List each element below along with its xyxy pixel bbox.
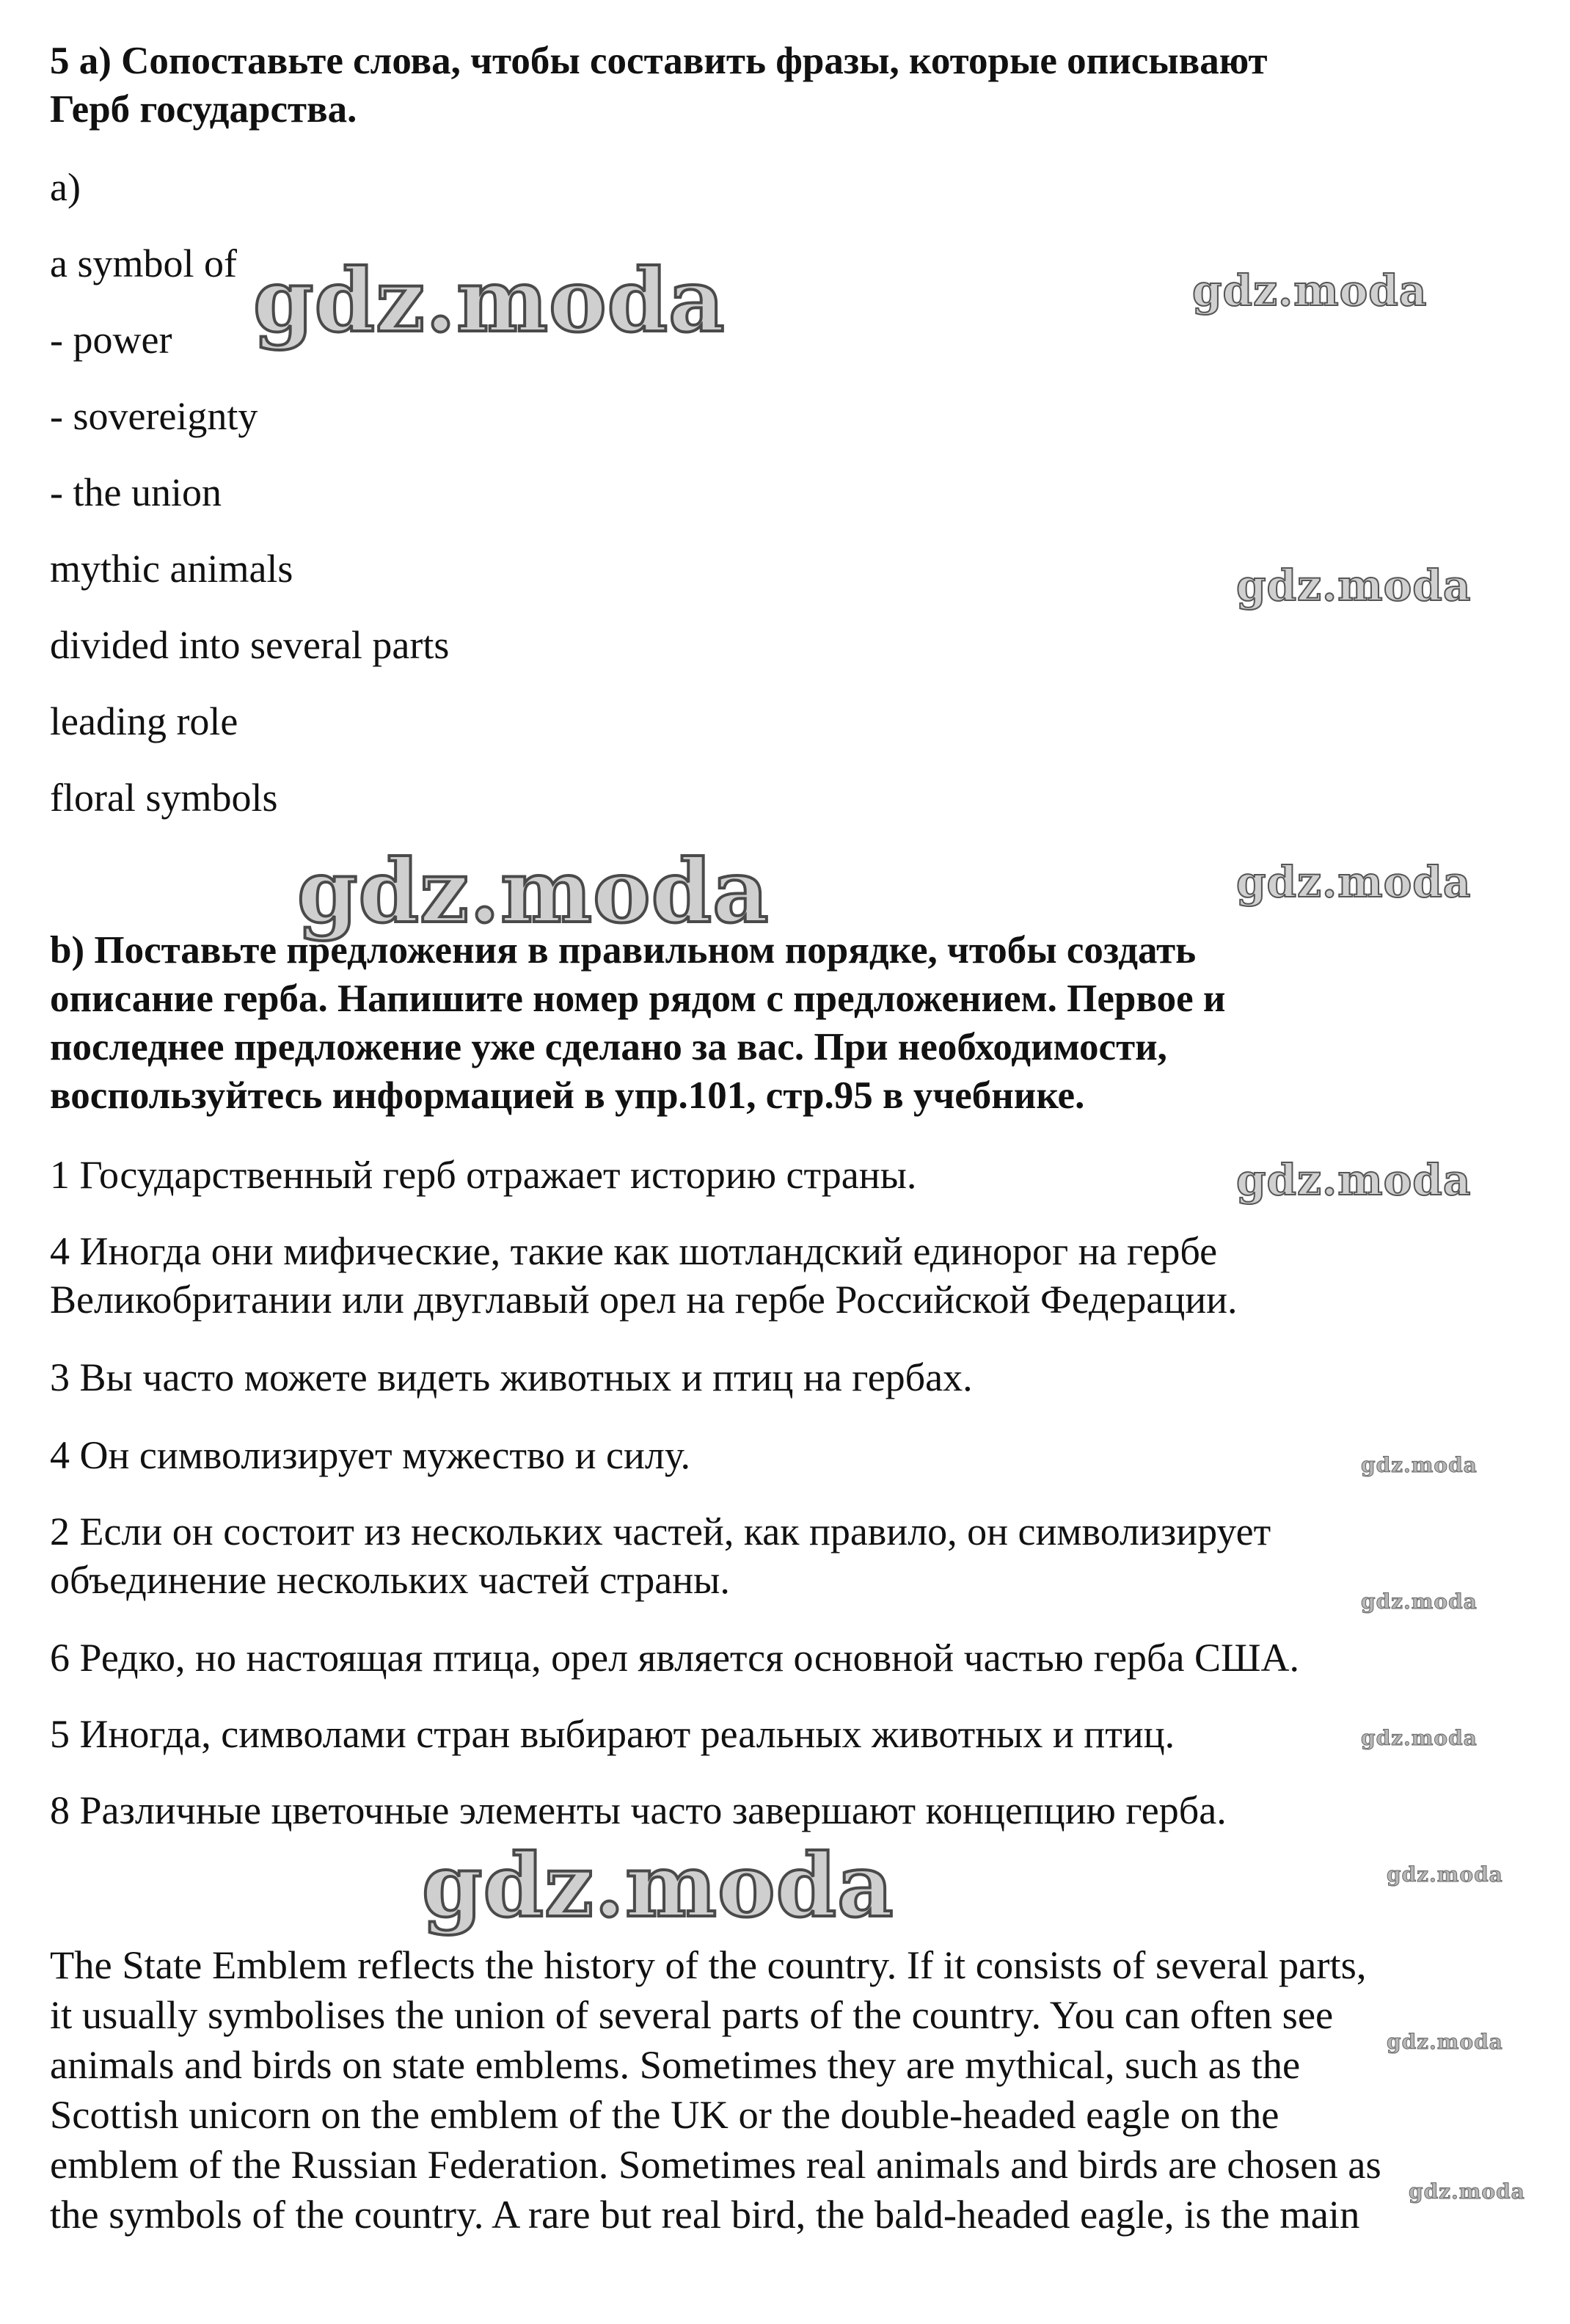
phrase-item: a symbol of xyxy=(50,241,237,285)
sentence-line: 3 Вы часто можете видеть животных и птиц на гербах. xyxy=(50,1355,973,1399)
answer-line: The State Emblem reflects the history of the country. If it consists of several parts, xyxy=(50,1942,1367,1987)
watermark: gdz.moda xyxy=(1387,2030,1503,2054)
task-a-label: a) xyxy=(50,165,81,209)
sentence-item xyxy=(50,1353,973,1402)
task-b-heading-line: b) Поставьте предложения в правильном порядке, чтобы создать xyxy=(50,929,1197,972)
task-b-heading xyxy=(50,926,1225,1120)
answer-line: animals and birds on state emblems. Sometimes they are mythical, such as the xyxy=(50,2042,1301,2087)
phrase-item: mythic animals xyxy=(50,547,293,591)
sentence-item xyxy=(50,1710,1175,1758)
sentence-line: 4 Он символизирует мужество и силу. xyxy=(50,1433,690,1477)
sentence-item xyxy=(50,1507,1271,1604)
sentence-line: 5 Иногда, символами стран выбирают реальных животных и птиц. xyxy=(50,1712,1175,1756)
watermark: gdz.moda xyxy=(297,840,770,942)
watermark: gdz.moda xyxy=(1361,1453,1478,1477)
answer-line: it usually symbolises the union of several parts of the country. You can often see xyxy=(50,1992,1334,2037)
sentence-item xyxy=(50,1633,1299,1682)
sentence-item xyxy=(50,1431,690,1479)
sentence-line: 6 Редко, но настоящая птица, орел является основной частью герба США. xyxy=(50,1636,1299,1680)
phrase-item: divided into several parts xyxy=(50,623,450,667)
answer-paragraph xyxy=(50,1940,1381,2240)
sentence-line: 8 Различные цветочные элементы часто завершают концепцию герба. xyxy=(50,1788,1227,1832)
phrase-item: floral symbols xyxy=(50,776,278,820)
task-a-heading-line: 5 a) Сопоставьте слова, чтобы составить фразы, которые описывают xyxy=(50,40,1268,82)
task-b-heading-line: воспользуйтесь информацией в упр.101, стр.95 в учебнике. xyxy=(50,1074,1085,1117)
sentence-line: 4 Иногда они мифические, такие как шотландский единорог на гербе xyxy=(50,1229,1218,1273)
phrase-item: leading role xyxy=(50,699,238,743)
task-a-heading-line: Герб государства. xyxy=(50,88,357,131)
watermark: gdz.moda xyxy=(1236,1155,1472,1205)
answer-line: the symbols of the country. A rare but real bird, the bald-headed eagle, is the main xyxy=(50,2192,1360,2237)
watermark: gdz.moda xyxy=(253,249,726,351)
watermark: gdz.moda xyxy=(1361,1589,1478,1614)
phrase-item: - power xyxy=(50,318,172,362)
watermark: gdz.moda xyxy=(1236,857,1472,907)
watermark: gdz.moda xyxy=(1361,1726,1478,1750)
phrase-item: - the union xyxy=(50,470,222,514)
sentence-line: 2 Если он состоит из нескольких частей, как правило, он символизирует xyxy=(50,1509,1271,1553)
sentence-item xyxy=(50,1151,916,1199)
phrase-item: - sovereignty xyxy=(50,394,258,438)
sentence-line: объединение нескольких частей страны. xyxy=(50,1558,730,1602)
watermark: gdz.moda xyxy=(1409,2179,1525,2204)
task-b-heading-line: последнее предложение уже сделано за вас. При необходимости, xyxy=(50,1026,1167,1068)
watermark: gdz.moda xyxy=(1236,561,1472,611)
task-b-heading-line: описание герба. Напишите номер рядом с предложением. Первое и xyxy=(50,977,1226,1020)
sentence-item xyxy=(50,1786,1227,1835)
answer-line: Scottish unicorn on the emblem of the UK or the double-headed eagle on the xyxy=(50,2092,1279,2137)
task-a-heading xyxy=(50,37,1268,134)
answer-line: emblem of the Russian Federation. Sometimes real animals and birds are chosen as xyxy=(50,2142,1381,2187)
watermark: gdz.moda xyxy=(422,1835,894,1937)
watermark: gdz.moda xyxy=(1192,266,1428,316)
sentence-line: 1 Государственный герб отражает историю страны. xyxy=(50,1153,917,1197)
sentence-item xyxy=(50,1227,1238,1324)
watermark: gdz.moda xyxy=(1387,1862,1503,1887)
sentence-line: Великобритании или двуглавый орел на гербе Российской Федерации. xyxy=(50,1278,1238,1322)
